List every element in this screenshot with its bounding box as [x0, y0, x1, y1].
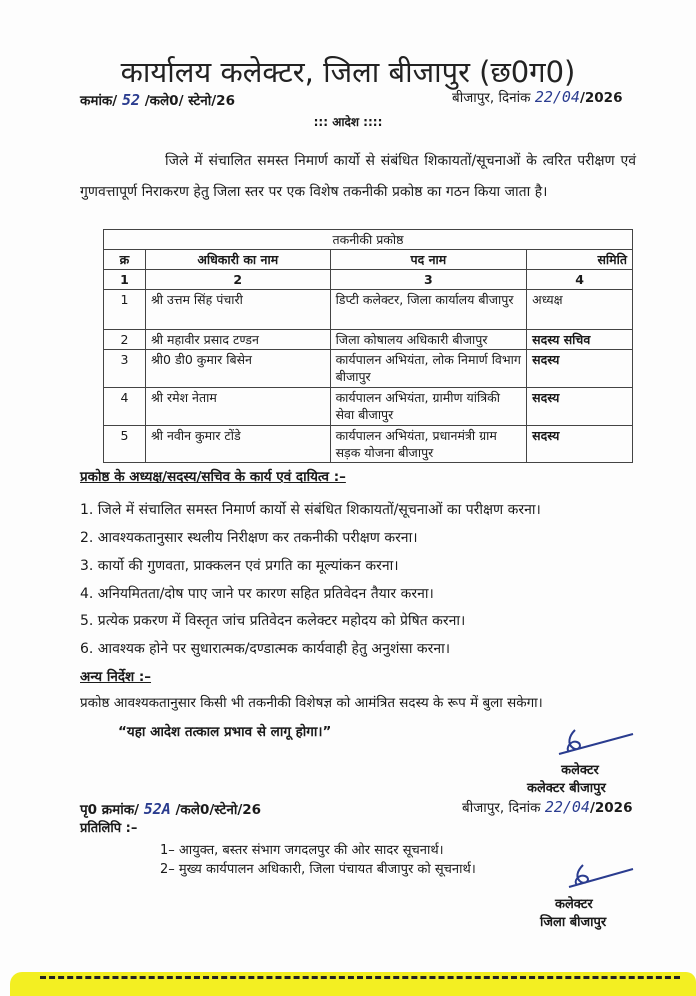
- row-designation: कार्यपालन अभियंता, प्रधानमंत्री ग्राम सड़क योजना बीजापुर: [330, 426, 527, 463]
- row-officer-name: श्री रमेश नेताम: [145, 388, 330, 426]
- duty-item: 6. आवश्यक होने पर सुधारात्मक/दण्डात्मक कार्यवाही हेतु अनुशंसा करना।: [80, 641, 451, 657]
- duty-item: 3. कार्यो की गुणवता, प्राक्कलन एवं प्रगति का मूल्यांकन करना।: [80, 558, 399, 574]
- table-row: [104, 290, 633, 330]
- endorsement-date-label: बीजापुर, दिनांक: [462, 800, 541, 816]
- effect-statement: “यहा आदेश तत्काल प्रभाव से लागू होगा।”: [118, 724, 332, 740]
- header-designation: पद नाम: [330, 250, 527, 270]
- row-serial: 4: [104, 388, 146, 426]
- row-designation: जिला कोषालय अधिकारी बीजापुर: [330, 330, 527, 350]
- office-title: कार्यालय कलेक्टर, जिला बीजापुर (छ0ग0): [120, 55, 576, 89]
- handwritten-date: 22/04: [534, 88, 580, 106]
- table-row: [104, 426, 633, 463]
- duty-item: 1. जिले में संचालित समस्त निमार्ण कार्यो से संबंधित शिकायतों/सूचनाओं का परीक्षण करना।: [80, 502, 541, 518]
- intro-paragraph: जिले में संचालित समस्त निमार्ण कार्यो से संबंधित शिकायतों/सूचनाओं के त्वरित परीक्षण एवं गुणवत्तापूर्ण निराकरण हेतु जिला स्तर पर एक विशेष तकनीकी प्रकोष्ठ का गठन किया जाता है।: [80, 153, 636, 200]
- copy-item: 1– आयुक्त, बस्तर संभाग जगदलपुर की ओर सादर सूचनार्थ।: [160, 843, 444, 858]
- row-serial: 3: [104, 350, 146, 388]
- signatory2-office: जिला बीजापुर: [540, 915, 607, 930]
- endorsement-ref-number: 52A: [143, 800, 171, 818]
- ref-number: 52: [121, 91, 141, 109]
- row-committee-role: अध्यक्ष: [527, 290, 633, 330]
- row-committee-role: सदस्य सचिव: [527, 330, 633, 350]
- ref-suffix: /कले0/ स्टेनो/26: [144, 93, 235, 109]
- table-row: [104, 330, 633, 350]
- endorsement-ref-suffix: /कले0/स्टेनो/26: [175, 802, 262, 818]
- row-committee-role: सदस्य: [527, 350, 633, 388]
- row-designation: डिप्टी कलेक्टर, जिला कार्यालय बीजापुर: [330, 290, 527, 330]
- copy-item: 2– मुख्य कार्यपालन अधिकारी, जिला पंचायत बीजापुर को सूचनार्थ।: [160, 862, 476, 877]
- row-officer-name: श्री0 डी0 कुमार बिसेन: [145, 350, 330, 388]
- row-serial: 5: [104, 426, 146, 463]
- row-serial: 2: [104, 330, 146, 350]
- duty-item: 2. आवश्यकतानुसार स्थलीय निरीक्षण कर तकनीकी परीक्षण करना।: [80, 530, 418, 546]
- colnum-1: 1: [104, 270, 146, 290]
- place-date-label: बीजापुर, दिनांक: [452, 90, 531, 106]
- colnum-3: 3: [330, 270, 527, 290]
- endorsement-date: [462, 798, 632, 816]
- row-designation: कार्यपालन अभियंता, ग्रामीण यांत्रिकी सेवा बीजापुर: [330, 388, 527, 426]
- row-officer-name: श्री महावीर प्रसाद टण्डन: [145, 330, 330, 350]
- order-heading: ::: आदेश ::::: [313, 115, 383, 129]
- signature-icon: [565, 863, 635, 889]
- row-designation: कार्यपालन अभियंता, लोक निमार्ण विभाग बीजापुर: [330, 350, 527, 388]
- duty-item: 5. प्रत्येक प्रकरण में विस्तृत जांच प्रतिवेदन कलेक्टर महोदय को प्रेषित करना।: [80, 613, 466, 629]
- order-date: [452, 88, 622, 106]
- other-instructions-text: प्रकोष्ठ आवश्यकतानुसार किसी भी तकनीकी विशेषज्ञ को आमंत्रित सदस्य के रूप में बुला सकेगा।: [80, 695, 543, 711]
- order-reference: [80, 91, 235, 109]
- signature-icon: [555, 728, 635, 756]
- other-instructions-heading: अन्य निर्देश :–: [80, 669, 152, 685]
- header-officer-name: अधिकारी का नाम: [145, 250, 330, 270]
- row-committee-role: सदस्य: [527, 388, 633, 426]
- duty-item: 4. अनियमितता/दोष पाए जाने पर कारण सहित प्रतिवेदन तैयार करना।: [80, 586, 434, 602]
- duties-heading: प्रकोष्ठ के अध्यक्ष/सदस्य/सचिव के कार्य एवं दायित्व :–: [80, 469, 346, 485]
- row-committee-role: सदस्य: [527, 426, 633, 463]
- colnum-2: 2: [145, 270, 330, 290]
- date-year: /2026: [579, 90, 623, 106]
- table-row: [104, 350, 633, 388]
- table-row: [104, 388, 633, 426]
- row-serial: 1: [104, 290, 146, 330]
- signatory2-title: कलेक्टर: [555, 897, 593, 912]
- row-officer-name: श्री नवीन कुमार टोंडे: [145, 426, 330, 463]
- endorsement-date-year: /2026: [589, 800, 633, 816]
- header-serial: क्र: [104, 250, 146, 270]
- endorsement-handwritten-date: 22/04: [544, 798, 590, 816]
- decorative-border-pattern: [40, 976, 680, 979]
- colnum-4: 4: [527, 270, 633, 290]
- ref-prefix: कमांक/: [80, 93, 118, 109]
- endorsement-reference: [80, 800, 261, 818]
- table-title: तकनीकी प्रकोष्ठ: [104, 230, 633, 250]
- row-officer-name: श्री उत्तम सिंह पंचारी: [145, 290, 330, 330]
- header-committee: समिति: [527, 250, 633, 270]
- signatory-office: कलेक्टर बीजापुर: [527, 781, 606, 796]
- copy-heading: प्रतिलिपि :–: [80, 821, 138, 836]
- endorsement-ref-prefix: पृ0 क्रमांक/: [80, 802, 139, 818]
- signatory-title: कलेक्टर: [561, 763, 599, 778]
- technical-cell-table: [103, 229, 633, 463]
